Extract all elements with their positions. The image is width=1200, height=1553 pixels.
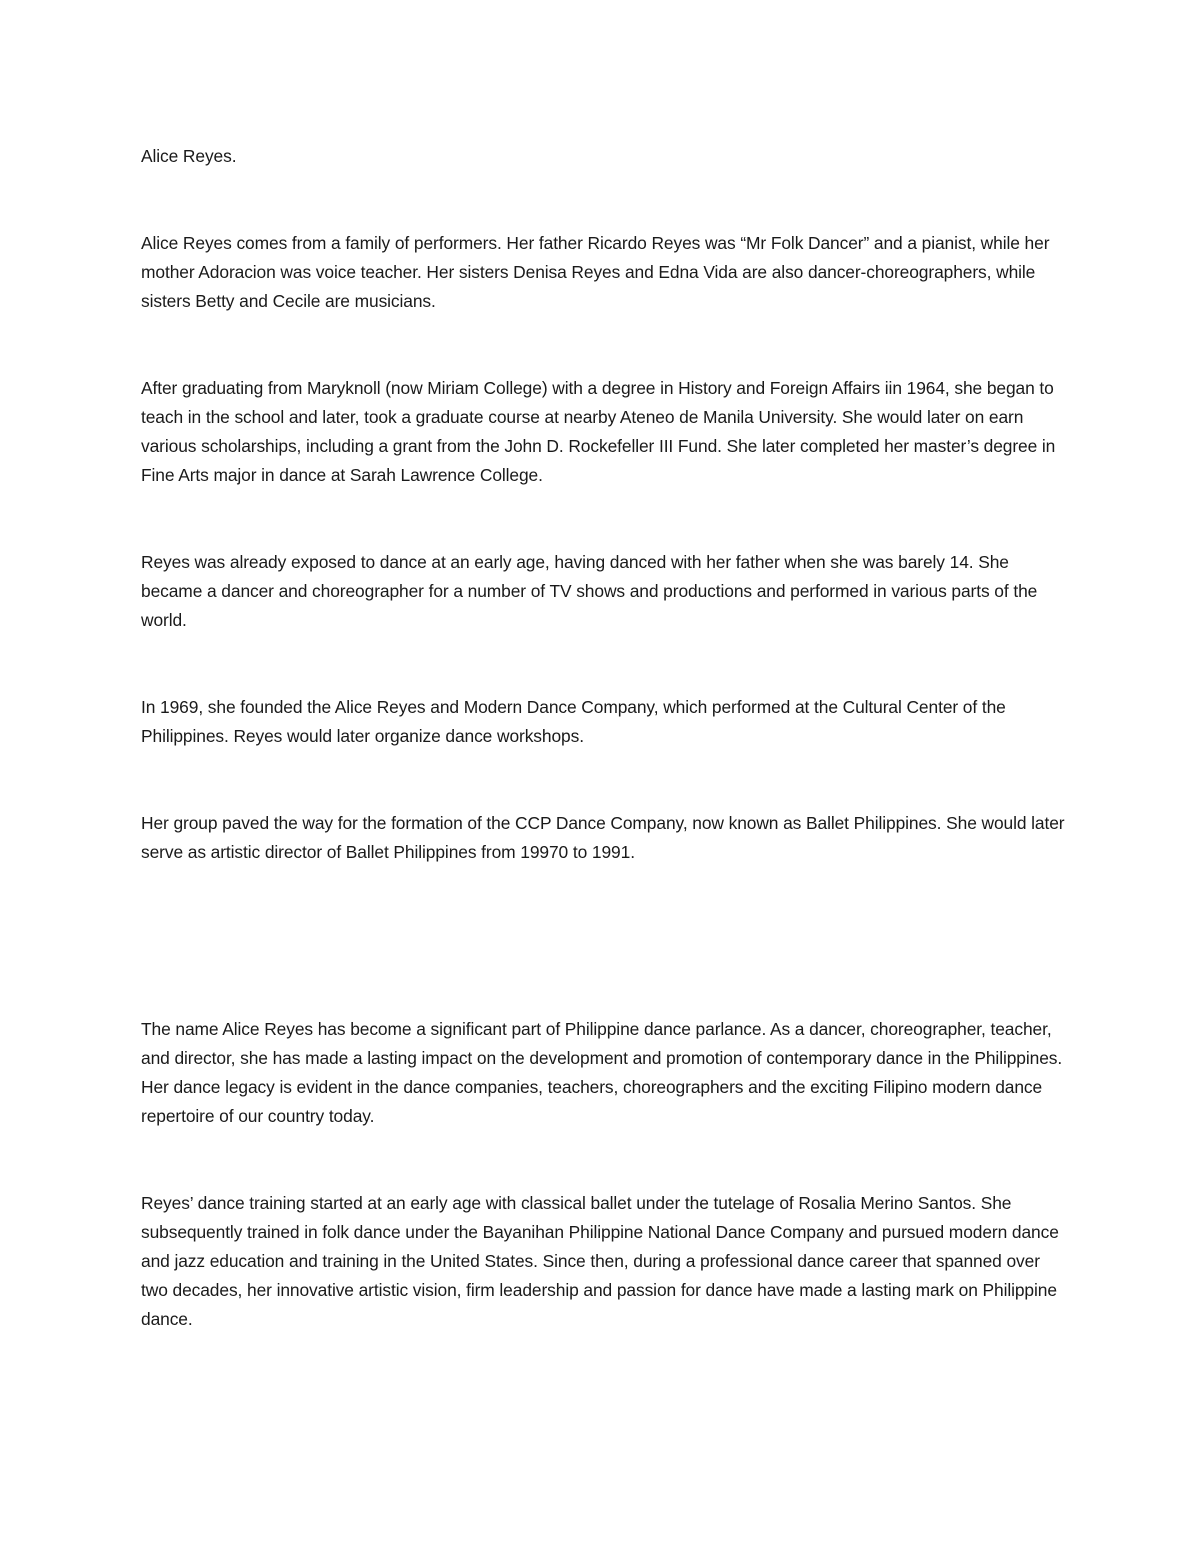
paragraph-early-dance: Reyes was already exposed to dance at an early age, having danced with her father when she was barely 14. She became a dancer and choreographer for a number of TV shows and productions and performed in various parts of the world. — [141, 552, 1038, 630]
paragraph-family: Alice Reyes comes from a family of performers. Her father Ricardo Reyes was “Mr Folk Dancer” and a pianist, while her mother Adoracion was voice teacher. Her sisters Denisa Reyes and Edna Vida are also dancer-choreographers, while sisters Betty and Cecile are musicians. — [141, 233, 1050, 311]
paragraph-ballet-philippines: Her group paved the way for the formation of the CCP Dance Company, now known as Ballet Philippines. She would later serve as artistic director of Ballet Philippines from 19970 to 1991. — [141, 813, 1065, 862]
document-title: Alice Reyes. — [141, 146, 237, 166]
paragraph-legacy: The name Alice Reyes has become a significant part of Philippine dance parlance. As a dancer, choreographer, teacher, and director, she has made a lasting impact on the development and promotion of contemporary dance in the Philippines. Her dance legacy is evident in the dance companies, teachers, choreographers and the exciting Filipino modern dance repertoire of our country today. — [141, 1019, 1063, 1126]
paragraph-training: Reyes’ dance training started at an early age with classical ballet under the tutelage of Rosalia Merino Santos. She subsequently trained in folk dance under the Bayanihan Philippine National Dance Company and pursued modern dance and jazz education and training in the United States. Since then, during a professional dance career that spanned over two decades, her innovative artistic vision, firm leadership and passion for dance have made a lasting mark on Philippine dance. — [141, 1193, 1059, 1329]
paragraph-company-founding: In 1969, she founded the Alice Reyes and Modern Dance Company, which performed at the Cultural Center of the Philippines. Reyes would later organize dance workshops. — [141, 697, 1006, 746]
paragraph-education: After graduating from Maryknoll (now Miriam College) with a degree in History and Foreign Affairs iin 1964, she began to teach in the school and later, took a graduate course at nearby Ateneo de Manila University. She would later on earn various scholarships, including a grant from the John D. Rockefeller III Fund. She later completed her master’s degree in Fine Arts major in dance at Sarah Lawrence College. — [141, 378, 1056, 485]
